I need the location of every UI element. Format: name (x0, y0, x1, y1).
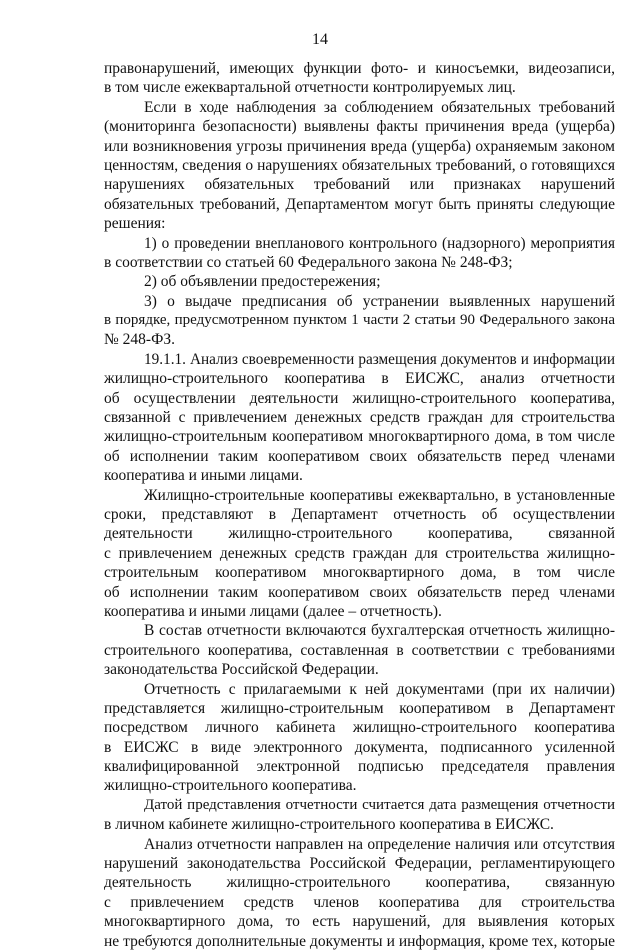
text-line: об осуществлении деятельности жилищно-строительного кооператива, (104, 389, 615, 407)
text-line: В состав отчетности включаются бухгалтерская отчетность жилищно- (144, 622, 615, 640)
text-line: квалифицированной электронной подписью председателя правления (104, 758, 615, 776)
text-line: 3) о выдаче предписания об устранении выявленных нарушений (144, 292, 615, 310)
text-line: решения: (104, 215, 166, 233)
text-line: деятельности жилищно-строительного кооператива, связанной (104, 525, 615, 543)
text-line: или возникновения угрозы причинения вреда (ущерба) охраняемым законом (104, 137, 615, 155)
text-line: Анализ отчетности направлен на определение наличия или отсутствия (144, 835, 615, 853)
page-number: 14 (312, 31, 328, 48)
text-line: жилищно-строительного кооператива. (104, 777, 357, 795)
text-line: обязательных требований, Департаментом могут быть приняты следующие (104, 195, 615, 213)
text-line: нарушениях обязательных требований или признаках нарушений (104, 176, 615, 194)
text-line: сроки, представляют в Департамент отчетность об осуществлении (104, 505, 615, 523)
text-line: строительным кооперативом многоквартирного дома, в том числе (104, 564, 615, 582)
text-line: представляется жилищно-строительным кооперативом в Департамент (104, 699, 615, 717)
text-line: жилищно-строительным кооперативом многоквартирного дома, в том числе (104, 428, 615, 446)
text-line: № 248-ФЗ. (104, 331, 175, 349)
text-line: об исполнении таким кооперативом своих обязательств перед членами (104, 447, 615, 465)
document-body (104, 59, 615, 951)
text-line: с привлечением денежных средств граждан для строительства жилищно- (104, 544, 615, 562)
text-line: Отчетность с прилагаемыми к ней документами (при их наличии) (144, 680, 615, 698)
text-line: 1) о проведении внепланового контрольного (надзорного) мероприятия (144, 234, 615, 252)
text-line: Жилищно-строительные кооперативы ежеквартально, в установленные (144, 486, 615, 504)
text-line: Датой представления отчетности считается дата размещения отчетности (144, 796, 615, 813)
text-line: Если в ходе наблюдения за соблюдением обязательных требований (144, 98, 615, 116)
text-line: (мониторинга безопасности) выявлены факты причинения вреда (ущерба) (104, 118, 615, 136)
text-line: нарушений законодательства Российской Федерации, регламентирующего (104, 855, 615, 873)
text-line: кооператива и иными лицами. (104, 467, 303, 485)
text-line: кооператива и иными лицами (далее – отчетность). (104, 602, 442, 620)
text-line: в личном кабинете жилищно-строительного кооператива в ЕИСЖС. (104, 816, 554, 834)
text-line: связанной с привлечением денежных средств граждан для строительства (104, 409, 615, 427)
text-line: 19.1.1. Анализ своевременности размещения документов и информации (144, 350, 615, 368)
text-line: в ЕИСЖС в виде электронного документа, подписанного усиленной (104, 738, 615, 756)
text-line: правонарушений, имеющих функции фото- и киносъемки, видеозаписи, (104, 60, 615, 77)
text-line: жилищно-строительного кооператива в ЕИСЖС, анализ отчетности (104, 370, 615, 388)
text-line: строительного кооператива, составленная в соответствии с требованиями (104, 641, 615, 659)
text-line: в соответствии со статьей 60 Федерального закона № 248-ФЗ; (104, 253, 513, 271)
text-line: законодательства Российской Федерации. (104, 661, 379, 679)
text-line: в том числе ежеквартальной отчетности контролируемых лиц. (104, 79, 516, 97)
text-line: с привлечением средств членов кооператива для строительства (104, 893, 615, 911)
text-line: многоквартирного дома, то есть нарушений, для выявления которых (104, 913, 615, 931)
text-line: 2) об объявлении предостережения; (144, 273, 381, 291)
text-line: в порядке, предусмотренном пунктом 1 части 2 статьи 90 Федерального закона (104, 312, 615, 329)
text-line: не требуются дополнительные документы и информация, кроме тех, которые (104, 932, 615, 950)
text-line: деятельность жилищно-строительного кооператива, связанную (104, 874, 615, 892)
text-line: об исполнении таким кооперативом своих обязательств перед членами (104, 583, 615, 601)
text-line: посредством личного кабинета жилищно-строительного кооператива (104, 719, 615, 737)
text-line: ценностям, сведения о нарушениях обязательных требований, о готовящихся (104, 156, 615, 174)
